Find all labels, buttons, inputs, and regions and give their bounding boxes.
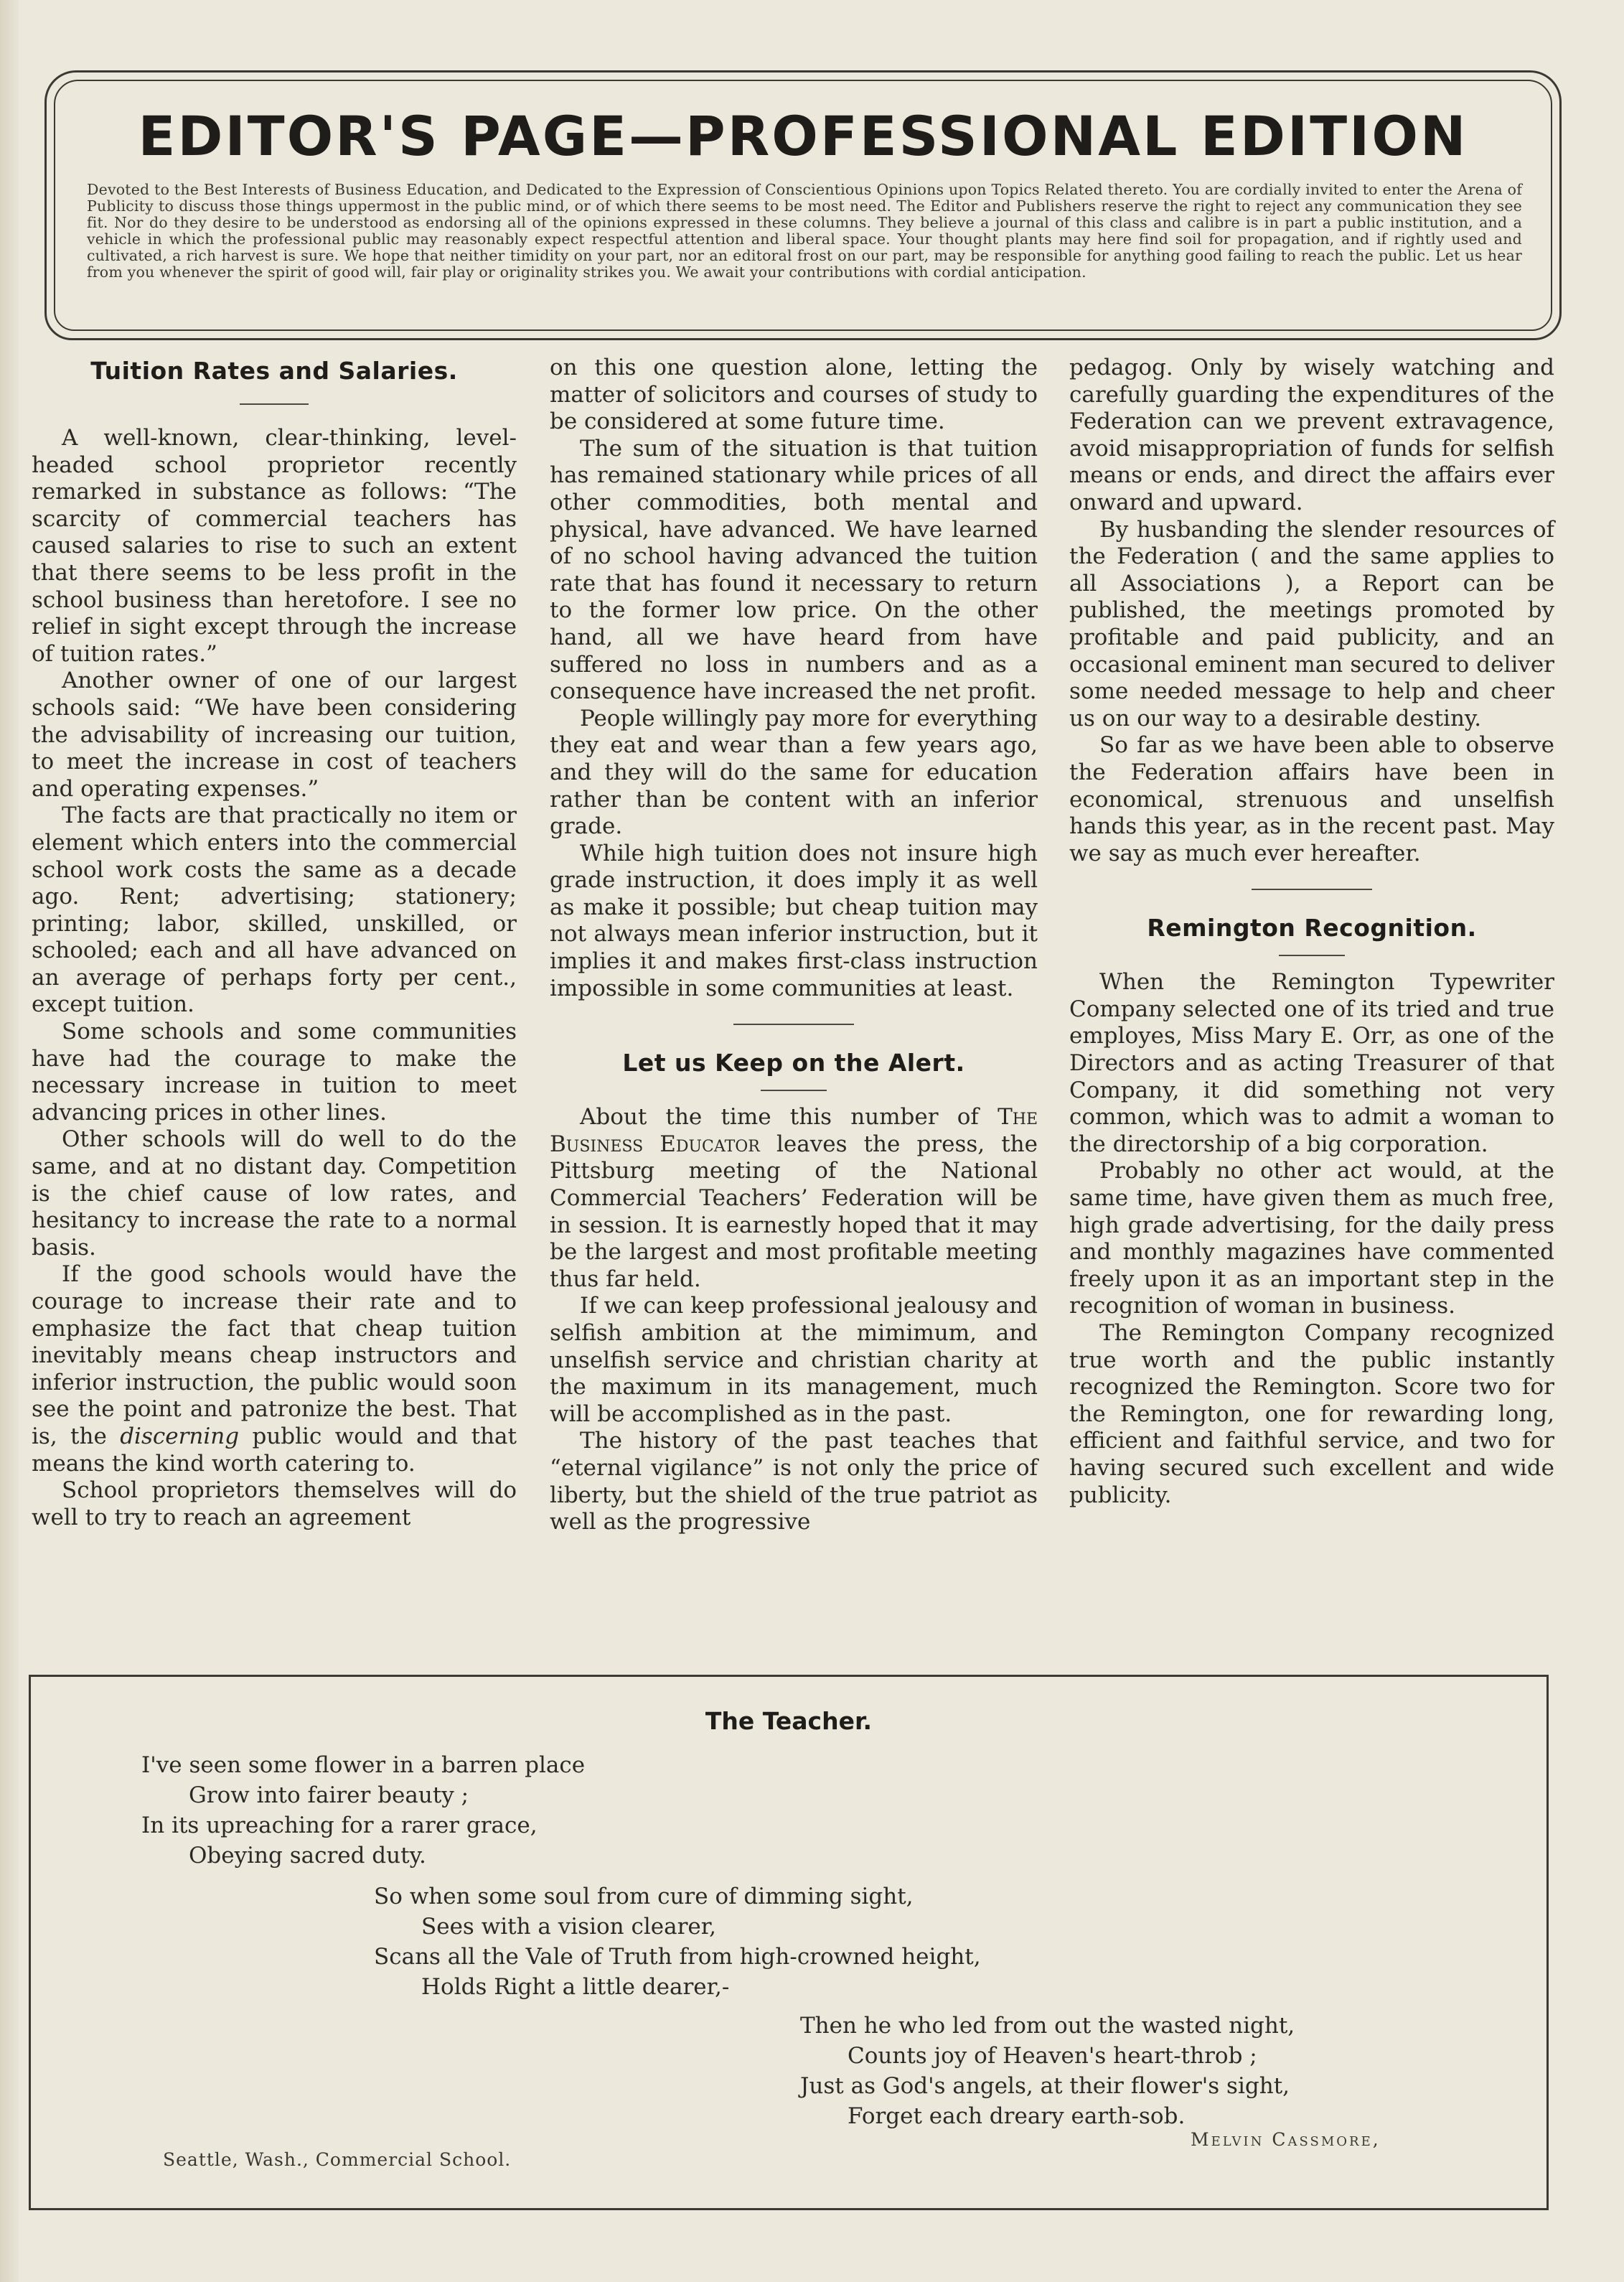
tuition-p5: Other schools will do well to do the same, and at no distant day. Competition is the chief cause of low rates, and hesitancy to increase the rate to a normal basis.: [32, 1126, 517, 1261]
poem-line: Sees with a vision clearer,: [421, 1914, 717, 1940]
alert-p3: The history of the past teaches that “eternal vigilance” is not only the price of liberty, but the shield of the true patriot as well as the progressive: [550, 1428, 1038, 1535]
column-2: [550, 355, 1038, 1536]
tuition-p4: Some schools and some communities have had the courage to make the necessary increase in tuition to meet advancing prices in other lines.: [32, 1019, 517, 1126]
poem-line: I've seen some flower in a barren place: [141, 1752, 586, 1778]
remington-heading: Remington Recognition.: [1147, 914, 1477, 943]
poem-school: Seattle, Wash., Commercial School.: [163, 2149, 512, 2170]
remington-p2: Probably no other act would, at the same time, have given them as much free, high grade advertising, for the daily press and monthly magazines have commented freely upon it as an important step in the recognition of woman in business.: [1069, 1158, 1554, 1319]
header-box: [44, 70, 1562, 340]
poem-author: Melvin Cassmore,: [1191, 2129, 1381, 2150]
page-title: EDITOR'S PAGE—PROFESSIONAL EDITION: [138, 104, 1468, 168]
tuition-p6: [32, 1261, 517, 1477]
divider: [761, 1090, 827, 1091]
remington-p3: The Remington Company recognized true worth and the public instantly recognized the Remington. Score two for the Remington, one for rewarding long, efficient and faithful service, and two for having secured such excellent and wide publicity.: [1069, 1320, 1554, 1508]
poem-line: Then he who led from out the wasted night,: [800, 2013, 1295, 2039]
divider: [733, 1024, 854, 1025]
alert-heading: Let us Keep on the Alert.: [622, 1049, 965, 1077]
poem-stanza-2: [374, 1881, 981, 2002]
poem-line: Counts joy of Heaven's heart-throb ;: [848, 2043, 1257, 2069]
poem-box: [29, 1675, 1549, 2210]
tuition-p6-a: If the good schools would have the courage to increase their rate and to emphasize the fact that cheap tuition inevitably means cheap instructors and inferior instruction, the public would soon see the point and patronize the best. That is, the: [32, 1261, 517, 1449]
tuition-p6-emphasis: discerning: [120, 1423, 240, 1449]
tuition-p9: The sum of the situation is that tuition has remained stationary while prices of all other commodities, both mental and physical, have advanced. We have learned of no school having advanced the tuition rate that has found it necessary to return to the former low price. On the other hand, all we have heard from have suffered no loss in numbers and as a consequence have increased the net profit.: [550, 435, 1038, 705]
tuition-p10: People willingly pay more for everything they eat and wear than a few years ago, and they will do the same for education rather than be content with an inferior grade.: [550, 705, 1038, 840]
tuition-p2: Another owner of one of our largest schools said: “We have been considering the advisability of increasing our tuition, to meet the increase in cost of teachers and operating expenses.”: [32, 668, 517, 802]
page-edge: [0, 0, 19, 2282]
divider: [1252, 889, 1372, 890]
poem-line: Scans all the Vale of Truth from high-crowned height,: [374, 1944, 981, 1970]
divider: [1279, 955, 1345, 956]
alert-p4: pedagog. Only by wisely watching and carefully guarding the expenditures of the Federation can we prevent extravagence, avoid misappropriation of funds for selfish means or ends, and direct the affairs ever onward and upward.: [1069, 355, 1554, 515]
tuition-p6-b: public would and that means the kind worth catering to.: [32, 1423, 517, 1477]
poem-line: Obeying sacred duty.: [189, 1843, 426, 1869]
poem-line: In its upreaching for a rarer grace,: [141, 1813, 538, 1838]
tuition-p7: School proprietors themselves will do well to try to reach an agreement: [32, 1477, 517, 1530]
poem-title: The Teacher.: [705, 1707, 873, 1735]
poem-stanza-1: [141, 1750, 585, 1871]
poem-line: Grow into fairer beauty ;: [189, 1782, 469, 1808]
divider: [240, 403, 309, 405]
tuition-p3: The facts are that practically no item or element which enters into the commercial school work costs the same as a decade ago. Rent; advertising; stationery; printing; labor, skilled, unskilled, or schooled; each and all have advanced on an average of perhaps forty per cent., except tuition.: [32, 803, 517, 1018]
alert-p1-b: leaves the press, the Pittsburg meeting of the National Commercial Teachers’ Federation will be in session. It is earnestly hoped that it may be the largest and most profitable meeting thus far held.: [550, 1131, 1038, 1292]
alert-p1: [550, 1104, 1038, 1293]
remington-p1: When the Remington Typewriter Company selected one of its tried and true employes, Miss Mary E. Orr, as one of the Directors and as acting Treasurer of that Company, it did something not very common, which was to admit a woman to the directorship of a big corporation.: [1069, 969, 1554, 1157]
alert-p6: So far as we have been able to observe the Federation affairs have been in economical, strenuous and unselfish hands this year, as in the recent past. May we say as much ever hereafter.: [1069, 732, 1554, 866]
poem-stanza-3: [800, 2011, 1295, 2131]
poem-line: Holds Right a little dearer,-: [421, 1974, 730, 2000]
tuition-heading: Tuition Rates and Salaries.: [90, 357, 458, 385]
tuition-p1: A well-known, clear-thinking, level-headed school proprietor recently remarked in substance as follows: “The scarcity of commercial teachers has caused salaries to rise to such an extent that there seems to be less profit in the school business than heretofore. I see no relief in sight except through the increase of tuition rates.”: [32, 425, 517, 667]
alert-p1-a: About the time this number of: [580, 1104, 979, 1131]
column-1: [32, 355, 517, 1531]
poem-line: Just as God's angels, at their flower's sight,: [800, 2073, 1290, 2099]
alert-p5: By husbanding the slender resources of the Federation ( and the same applies to all Associations ), a Report can be published, the meetings promoted by profitable and paid publicity, and an occasional eminent man secured to deliver some needed message to help and cheer us on our way to a desirable destiny.: [1069, 516, 1554, 731]
tuition-p8: on this one question alone, letting the matter of solicitors and courses of study to be considered at some future time.: [550, 355, 1038, 435]
column-3: [1069, 355, 1554, 1509]
poem-line: Forget each dreary earth-sob.: [848, 2103, 1186, 2129]
alert-p2: If we can keep professional jealousy and selfish ambition at the mimimum, and unselfish service and christian charity at the maximum in its management, much will be accomplished as in the past.: [550, 1293, 1038, 1427]
header-intro: Devoted to the Best Interests of Business Education, and Dedicated to the Expression of Conscientious Opinions upon Topics Related thereto. You are cordially invited to enter the Arena of Publicity to discuss those things uppermost in the public mind, or of which there seems to be most need. The Editor and Publishers reserve the right to reject any communication they see fit. Nor do they desire to be understood as endorsing all of the opinions expressed in these columns. They believe a journal of this class and calibre is in part a public institution, and a vehicle in which the professional public may reasonably expect respectful attention and liberal space. Your thought plants may here find soil for propagation, and if rightly used and cultivated, a rich harvest is sure. We hope that neither timidity on your part, nor an editoral frost on our part, may be responsible for anything good failing to reach the public. Let us hear from you whenever the spirit of good will, fair play or originality strikes you. We await your contributions with cordial anticipation.: [87, 181, 1522, 281]
tuition-p11: While high tuition does not insure high grade instruction, it does imply it as well as make it possible; but cheap tuition may not always mean inferior instruction, but it implies it and makes first-class instruction impossible in some communities at least.: [550, 840, 1038, 1001]
poem-line: So when some soul from cure of dimming sight,: [374, 1884, 914, 1909]
journal-name: The Business Educator: [550, 1104, 1038, 1157]
